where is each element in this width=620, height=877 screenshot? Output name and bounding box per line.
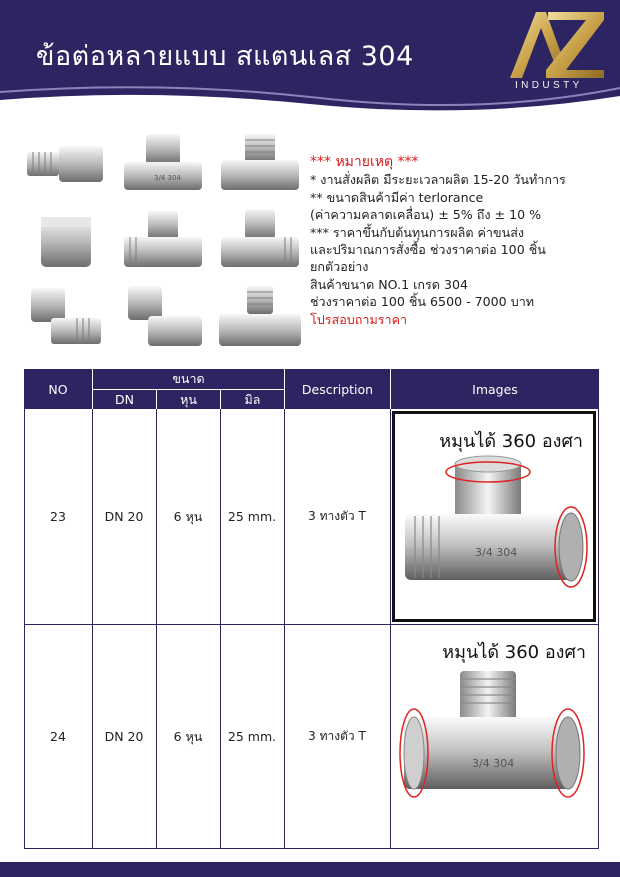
- row-dn: DN 20: [104, 729, 144, 744]
- rotation-label: หมุนได้ 360 องศา: [442, 642, 586, 663]
- product-grid: [18, 128, 308, 356]
- fitting-engraving: 3/4 304: [472, 757, 515, 770]
- elbow-fitting-icon: [115, 281, 210, 356]
- svg-text:3/4 304: 3/4 304: [153, 174, 181, 183]
- row-no: 23: [50, 509, 66, 524]
- footer-bar: [0, 862, 620, 877]
- note-line: ยกตัวอย่าง: [310, 259, 369, 275]
- straight-socket-icon: [18, 205, 113, 280]
- row-description: 3 ทางตัว T: [308, 729, 366, 743]
- row-hun: 6 หุน: [173, 508, 203, 524]
- logo-subtitle: INDUSTY: [515, 80, 583, 91]
- row-dn: DN 20: [104, 509, 144, 524]
- note-line: *** ราคาขึ้นกับต้นทุนการผลิต ค่าขนส่ง: [310, 224, 525, 240]
- header-mil: มิล: [220, 389, 284, 409]
- header-images: Images: [390, 369, 599, 409]
- tee-fitting-female-top-icon: [395, 450, 593, 620]
- note-line: ช่วงราคาต่อ 100 ชิ้น 6500 - 7000 บาท: [310, 294, 535, 310]
- tee-fitting-icon: [213, 281, 308, 356]
- row-no: 24: [50, 729, 66, 744]
- notes-heading: *** หมายเหตุ ***: [310, 154, 419, 170]
- note-line: * งานสั่งผลิต มีระยะเวลาผลิต 15-20 วันทำการ: [310, 172, 566, 188]
- elbow-fitting-icon: [18, 281, 113, 356]
- header-hun: หุน: [156, 389, 220, 409]
- table-border: [598, 409, 599, 849]
- product-image-frame: [392, 411, 596, 622]
- row-mil: 25 mm.: [227, 509, 277, 524]
- spec-table: [24, 369, 599, 849]
- row-mil: 25 mm.: [227, 729, 277, 744]
- header-dn: DN: [92, 389, 156, 409]
- straight-coupling-icon: [18, 128, 113, 203]
- header-size: ขนาด: [92, 369, 284, 389]
- rotation-label: หมุนได้ 360 องศา: [439, 431, 583, 452]
- contact-note: โปรสอบถามราคา: [310, 311, 408, 327]
- note-line: ** ขนาดสินค้ามีค่า terlorance: [310, 189, 484, 205]
- page-title: ข้อต่อหลายแบบ สแตนเลส 304: [36, 41, 414, 72]
- tee-fitting-icon: [213, 128, 308, 203]
- tee-fitting-icon: [115, 205, 210, 280]
- tee-fitting-icon: [115, 128, 210, 203]
- fitting-engraving: 3/4 304: [475, 546, 518, 559]
- tee-fitting-male-top-icon: [392, 663, 590, 843]
- table-border: [390, 409, 391, 849]
- product-image-frame: [392, 627, 596, 846]
- header-no: NO: [24, 369, 92, 409]
- note-line: (ค่าความคลาดเคลื่อน) ± 5% ถึง ± 10 %: [310, 207, 542, 223]
- notes-block: [310, 154, 615, 328]
- note-line: และปริมาณการสั่งซื้อ ช่วงราคาต่อ 100 ชิ้น: [310, 242, 546, 258]
- note-line: สินค้าขนาด NO.1 เกรด 304: [310, 276, 469, 292]
- page-header: [0, 0, 620, 120]
- table-border: [24, 848, 599, 849]
- row-hun: 6 หุน: [173, 728, 203, 744]
- tee-fitting-icon: [213, 205, 308, 280]
- row-description: 3 ทางตัว T: [308, 509, 366, 523]
- header-description: Description: [284, 369, 390, 409]
